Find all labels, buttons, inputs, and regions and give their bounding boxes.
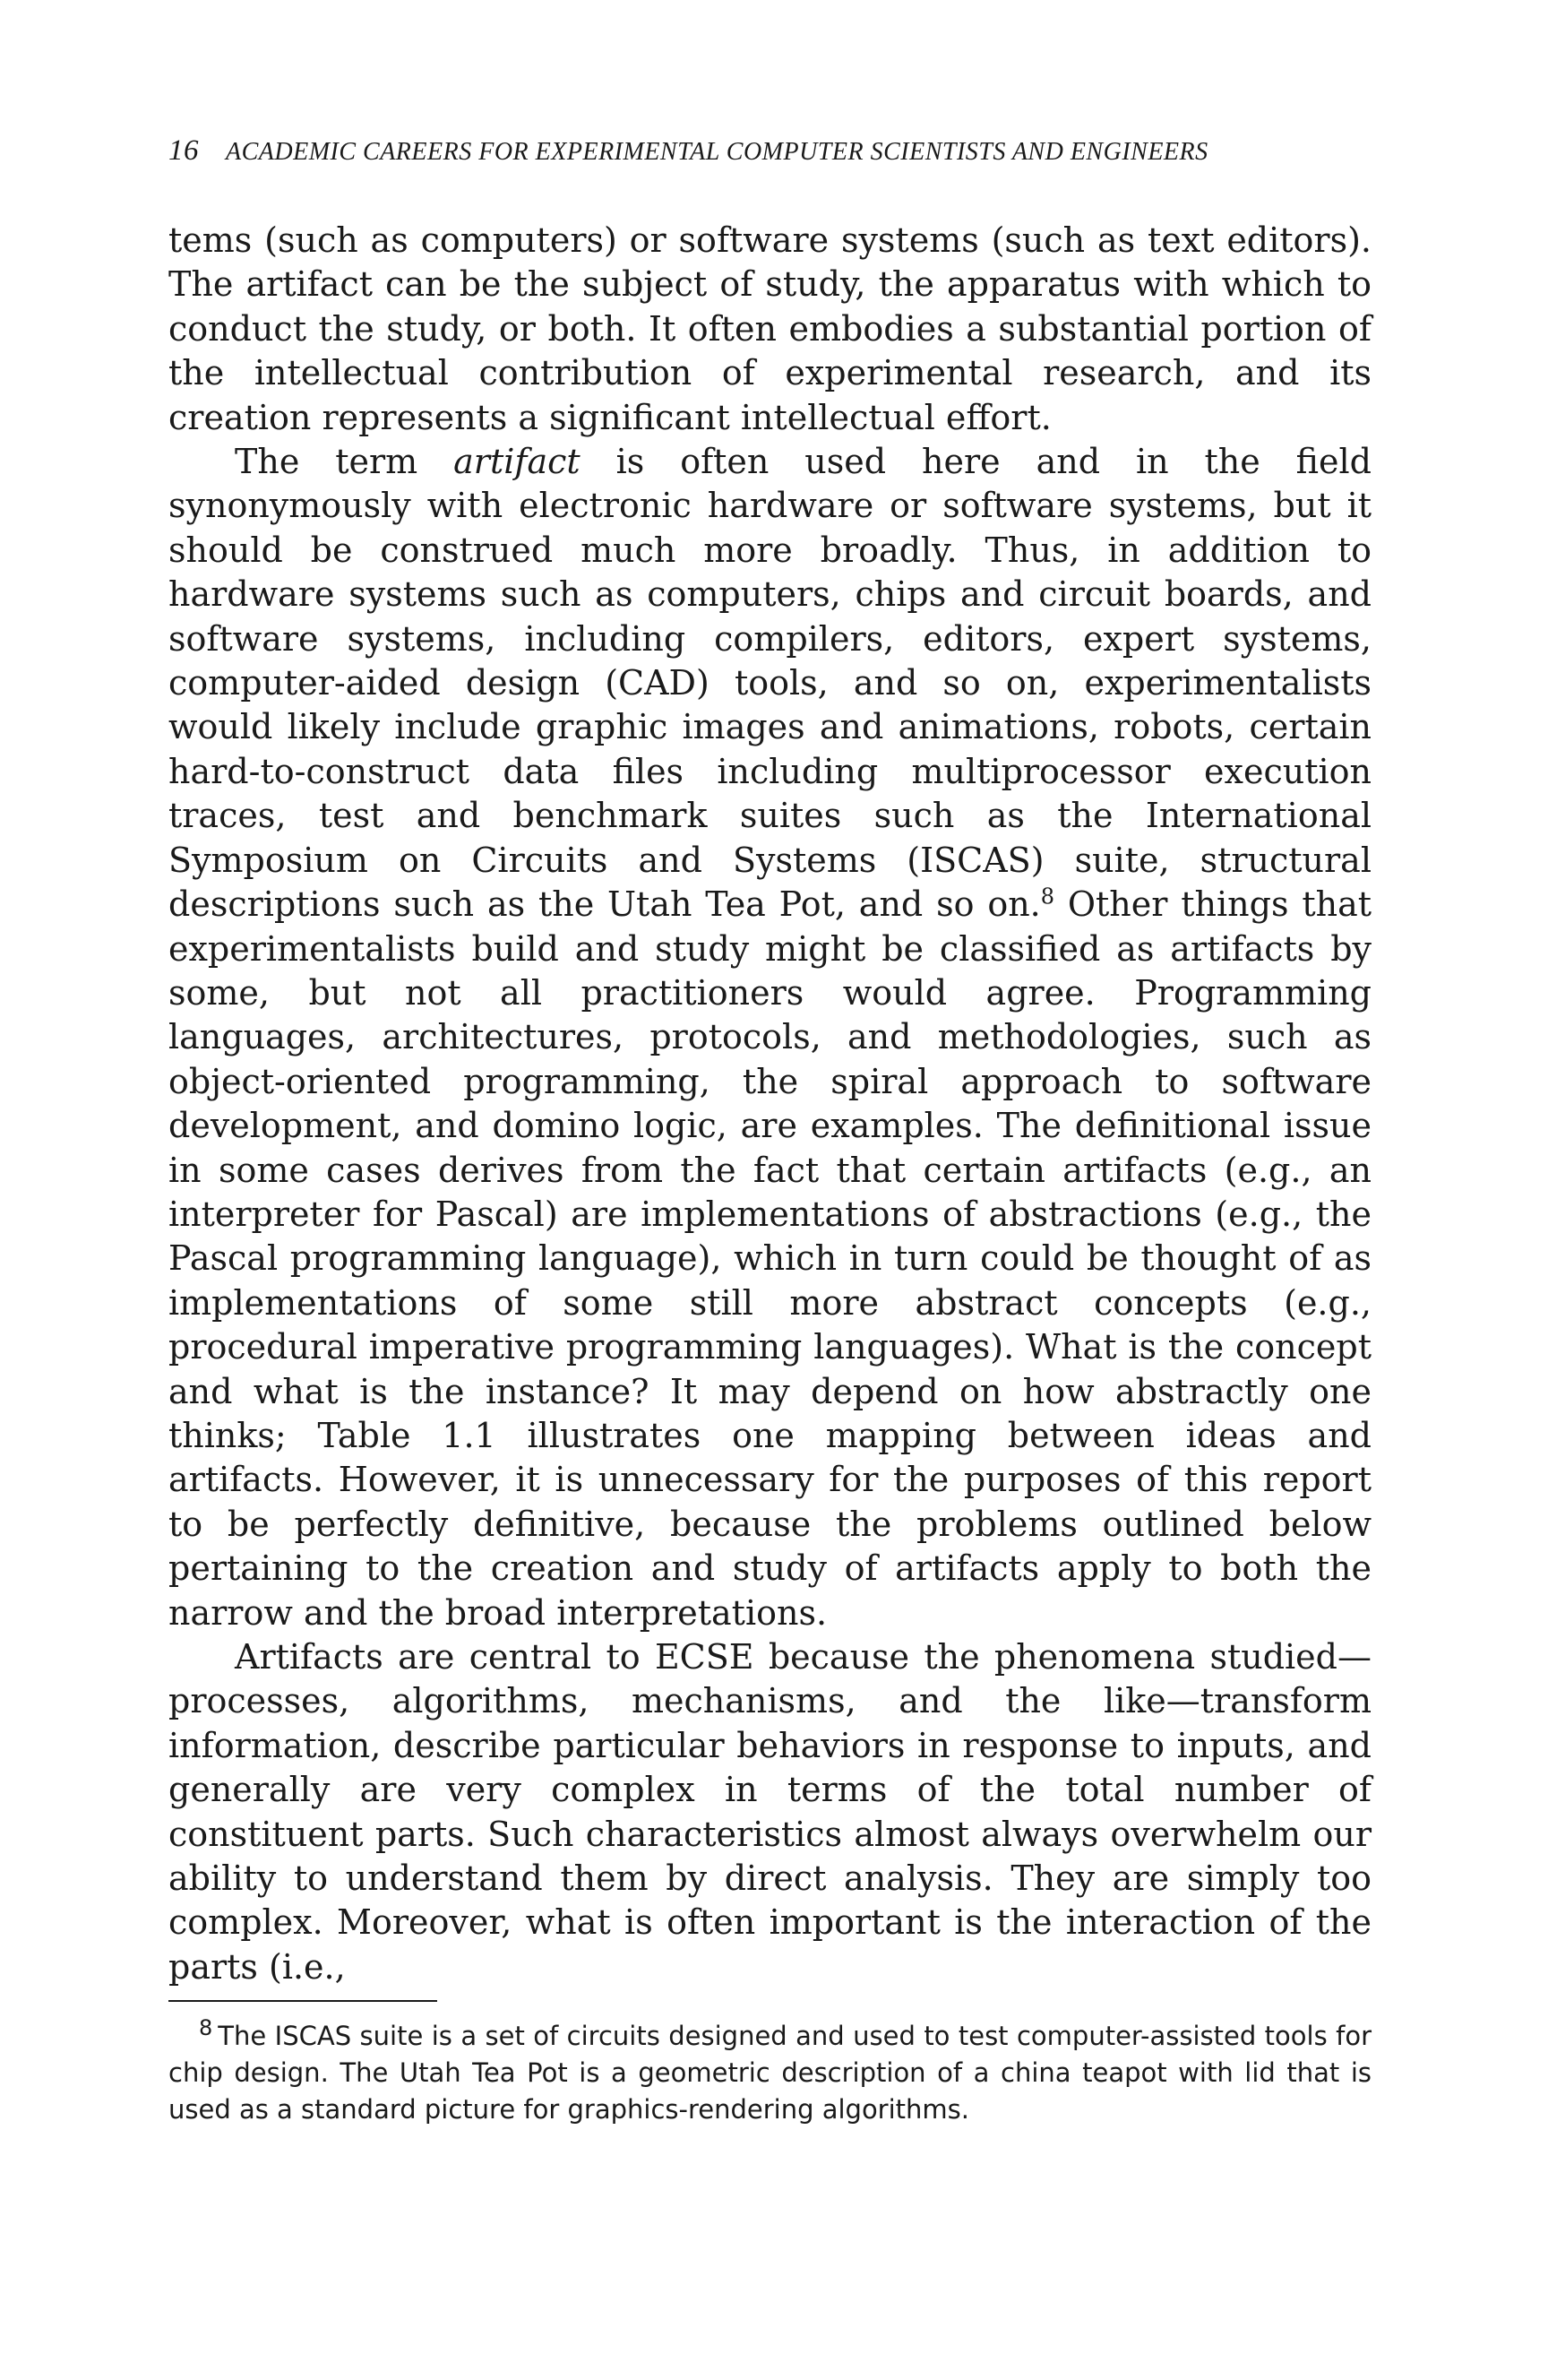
body-text — [168, 219, 1372, 1989]
footnote — [168, 2015, 1372, 2128]
footnote-reference[interactable]: 8 — [1040, 884, 1055, 910]
footnote-divider — [168, 2000, 437, 2002]
page-number: 16 — [168, 134, 199, 167]
paragraph-text: The term — [235, 442, 454, 482]
paragraph-continued: tems (such as computers) or software systems (such as text editors). The artifact can be the subject of study, the apparatus with which to conduct the study, or both. It often embodies a substantial portion of the intellectual contribution of experimental research, and its creation represents a significant intellectual effort. — [168, 220, 1372, 437]
footnote-text: The ISCAS suite is a set of circuits designed and used to test computer-assisted tools for chip design. The Utah Tea Pot is a geometric description of a china teapot with lid that is used as a standard picture for graphics-rendering algorithms. — [168, 2021, 1372, 2125]
paragraph-artifact-term — [168, 440, 1372, 1635]
page — [168, 134, 1372, 1989]
paragraph-text: Other things that experimentalists build and study might be classified as artifacts by some, but not all practitioners would agree. Programming languages, architectures, protocols, and methodologies, such as object-oriented programming, the spiral approach to software development, and domino logic, are examples. The definitional issue in some cases derives from the fact that certain artifacts (e.g., an interpreter for Pascal) are implementations of abstractions (e.g., the Pascal programming language), which in turn could be thought of as implementations of some still more abstract concepts (e.g., procedural imperative programming languages). What is the concept and what is the instance? It may depend on how abstractly one thinks; Table 1.1 illustrates one mapping between ideas and artifacts. However, it is unnecessary for the purposes of this report to be perfectly definitive, because the problems outlined below pertaining to the creation and study of artifacts apply to both the narrow and the broad interpretations. — [168, 884, 1372, 1633]
emphasis-term: artifact — [453, 442, 580, 482]
running-title: ACADEMIC CAREERS FOR EXPERIMENTAL COMPUTER SCIENTISTS AND ENGINEERS — [226, 138, 1208, 166]
running-header — [168, 134, 1372, 192]
paragraph-artifacts-central: Artifacts are central to ECSE because the phenomena studied—processes, algorithms, mechanisms, and the like—transform information, describe particular behaviors in response to inputs, and generally are very complex in terms of the total number of constituent parts. Such characteristics almost always overwhelm our ability to understand them by direct analysis. They are simply too complex. Moreover, what is often important is the interaction of the parts (i.e., — [168, 1637, 1372, 1987]
paragraph-text: is often used here and in the field synonymously with electronic hardware or software systems, but it should be construed much more broadly. Thus, in addition to hardware systems such as computers, chips and circuit boards, and software systems, including compilers, editors, expert systems, computer-aided design (CAD) tools, and so on, experimentalists would likely include graphic images and animations, robots, certain hard-to-construct data files including multiprocessor execution traces, test and benchmark suites such as the International Symposium on Circuits and Systems (ISCAS) suite, structural descriptions such as the Utah Tea Pot, and so on. — [168, 442, 1372, 925]
footnote-mark: 8 — [199, 2015, 213, 2041]
